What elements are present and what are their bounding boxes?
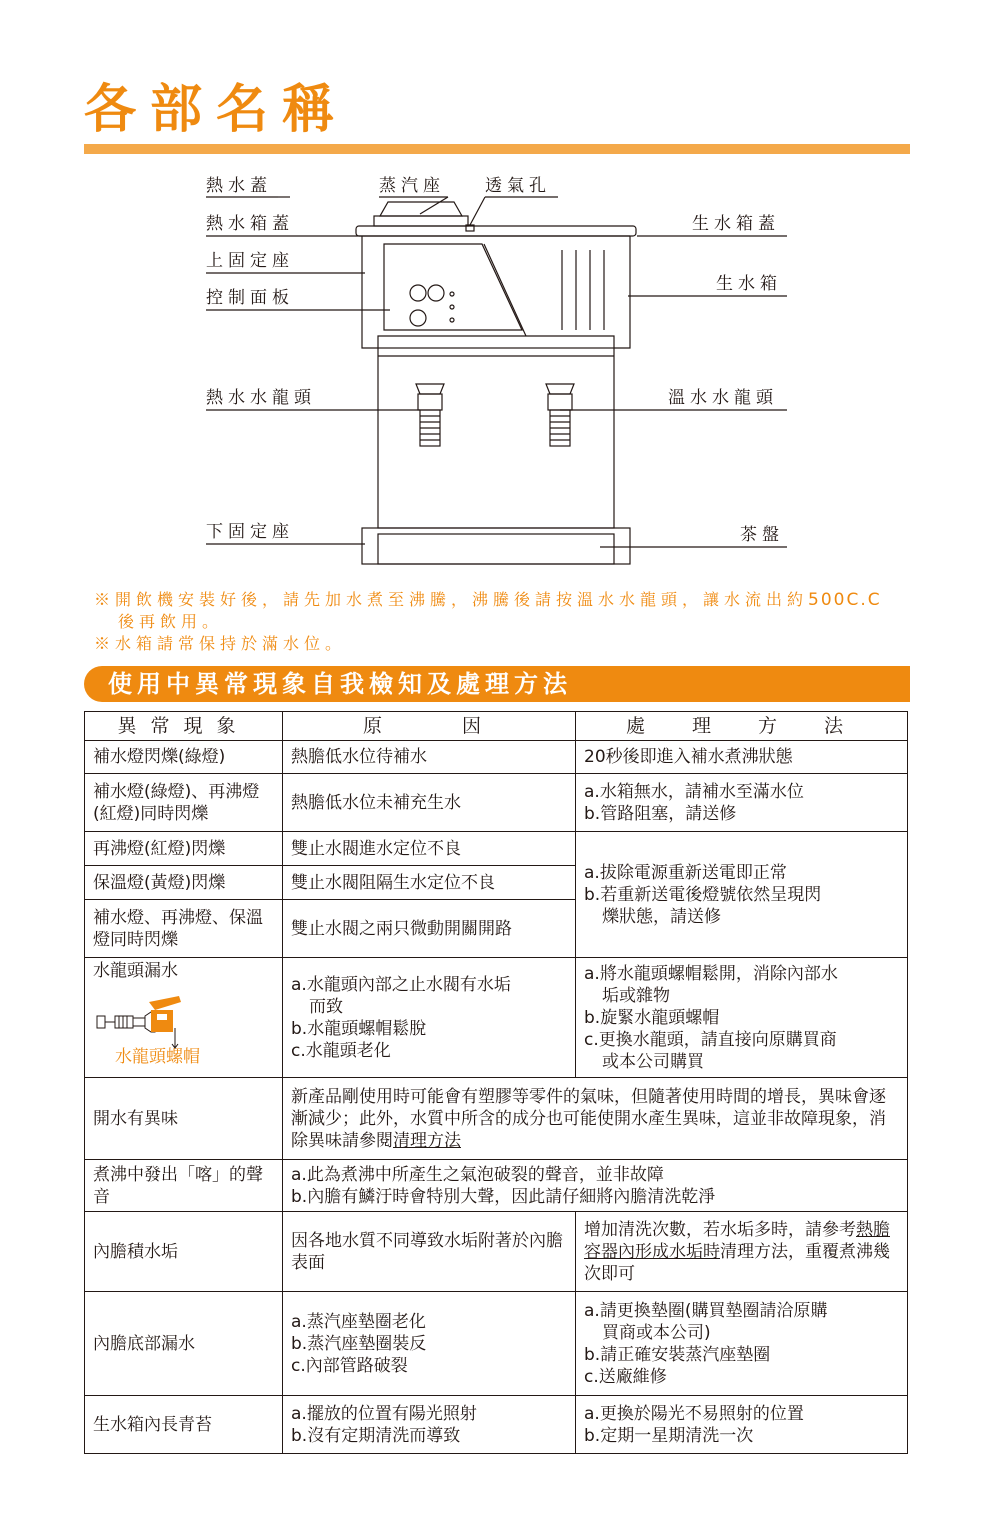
symptom-text: 水龍頭漏水: [93, 961, 178, 981]
header-cause: 原 因: [283, 712, 576, 741]
faucet-nut-label: 水龍頭螺帽: [115, 1047, 200, 1067]
label-vent: 透氣孔: [485, 176, 551, 196]
fix-cell: [576, 1292, 908, 1396]
section-title: 使用中異常現象自我檢知及處理方法: [108, 670, 572, 698]
cause-cell: 雙止水閥進水定位不良: [283, 832, 576, 866]
table-row: [85, 1212, 908, 1292]
symptom-cell: 生水箱內長青苔: [85, 1396, 283, 1454]
note-1-volume: 500C.C: [808, 590, 882, 610]
label-raw-box: 生水箱: [716, 274, 782, 294]
cause-line: a.水龍頭內部之止水閥有水垢: [291, 974, 511, 995]
note-1: [94, 589, 882, 611]
note-1-cont: 後再飲用。: [118, 612, 224, 631]
table-row: [85, 832, 908, 866]
cause-line: b.水龍頭螺帽鬆脫: [291, 1018, 427, 1039]
symptom-cell: 保溫燈(黃燈)閃爍: [85, 866, 283, 900]
fix-line: b.旋緊水龍頭螺帽: [584, 1007, 720, 1028]
cause-line: c.水龍頭老化: [291, 1040, 391, 1061]
label-warm-tap: 溫水水龍頭: [668, 388, 778, 408]
fix-line: a.請更換墊圈(購買墊圈請洽原購: [584, 1300, 828, 1321]
table-row: [85, 741, 908, 774]
page-title: 各部名稱: [84, 80, 349, 140]
cause-cell: 熱膽低水位未補充生水: [283, 774, 576, 832]
troubleshooting-table: [84, 711, 908, 1454]
label-tray: 茶盤: [740, 525, 784, 545]
odor-text: 新產品剛使用時可能會有塑膠等零件的氣味，但隨著使用時間的增長，異味會逐漸減少；此外，水質中所含的成分也可能使開水產生異味，這並非故障現象，消除異味請參閱: [291, 1086, 886, 1151]
fix-cell: [576, 832, 908, 958]
fix-line: 爍狀態，請送修: [602, 906, 721, 927]
cause-line: c.內部管路破裂: [291, 1355, 408, 1376]
header-symptom: 異常現象: [85, 712, 283, 741]
label-lower-seat: 下固定座: [206, 522, 294, 542]
note-1-text: ※開飲機安裝好後，請先加水煮至沸騰，沸騰後請按溫水水龍頭，讓水流出約: [94, 590, 809, 609]
fix-cell: [576, 774, 908, 832]
cause-line: a.擺放的位置有陽光照射: [291, 1403, 477, 1424]
cause-cell: 雙止水閥之兩只微動開關開路: [283, 900, 576, 958]
symptom-cell: 補水燈(綠燈)、再沸燈(紅燈)同時閃爍: [85, 774, 283, 832]
table-row: [85, 958, 908, 1078]
fix-cell: [576, 1212, 908, 1292]
cause-line: 而致: [309, 996, 343, 1017]
note-2: ※水箱請常保持於滿水位。: [94, 634, 347, 653]
cause-line: a.蒸汽座墊圈老化: [291, 1311, 426, 1332]
label-upper-seat: 上固定座: [206, 251, 294, 271]
cause-line: b.蒸汽座墊圈裝反: [291, 1333, 427, 1354]
fix-text: 增加清洗次數，若水垢多時，請參考: [584, 1219, 856, 1240]
cause-line: a.此為煮沸中所產生之氣泡破裂的聲音，並非故障: [291, 1164, 664, 1185]
fix-text: 清理方法，重覆煮沸幾次即可: [584, 1241, 890, 1284]
dispenser-diagram: [0, 0, 993, 600]
fix-cell: 20秒後即進入補水煮沸狀態: [576, 741, 908, 774]
fix-line: 或本公司購買: [602, 1051, 704, 1072]
label-steam-seat: 蒸汽座: [379, 176, 445, 196]
fix-line: 垢或雜物: [602, 985, 670, 1006]
cause-cell: 雙止水閥阻隔生水定位不良: [283, 866, 576, 900]
combined-cell: [283, 1160, 908, 1212]
fix-line: b.請正確安裝蒸汽座墊圈: [584, 1344, 771, 1365]
label-raw-box-cap: 生水箱蓋: [692, 214, 780, 234]
symptom-cell: 內膽底部漏水: [85, 1292, 283, 1396]
header-fix: 處 理 方 法: [576, 712, 908, 741]
symptom-cell: 補水燈、再沸燈、保溫燈同時閃爍: [85, 900, 283, 958]
cleaning-method-link[interactable]: 清理方法: [393, 1130, 461, 1151]
symptom-cell: 煮沸中發出「喀」的聲音: [85, 1160, 283, 1212]
cause-cell: [283, 1292, 576, 1396]
fix-line: b.定期一星期清洗一次: [584, 1425, 754, 1446]
symptom-cell: 補水燈閃爍(綠燈): [85, 741, 283, 774]
fix-line: c.送廠維修: [584, 1366, 667, 1387]
symptom-cell: 內膽積水垢: [85, 1212, 283, 1292]
combined-cell: [283, 1078, 908, 1160]
fix-line: a.將水龍頭螺帽鬆開，消除內部水: [584, 963, 838, 984]
label-hot-cap: 熱水蓋: [206, 176, 272, 196]
label-hot-tap: 熱水水龍頭: [206, 388, 316, 408]
symptom-cell: 再沸燈(紅燈)閃爍: [85, 832, 283, 866]
table-row: [85, 1396, 908, 1454]
table-row: [85, 1160, 908, 1212]
label-control-panel: 控制面板: [206, 288, 294, 308]
symptom-cell: 開水有異味: [85, 1078, 283, 1160]
scale-cleaning-link[interactable]: 熱膽容器內形成水垢時: [584, 1219, 890, 1262]
fix-line: a.更換於陽光不易照射的位置: [584, 1403, 804, 1424]
table-row: [85, 1078, 908, 1160]
cause-cell: [283, 958, 576, 1078]
fix-cell: [576, 1396, 908, 1454]
cause-cell: 熱膽低水位待補水: [283, 741, 576, 774]
faucet-nut-icon: [93, 988, 273, 1052]
cause-line: b.沒有定期清洗而導致: [291, 1425, 461, 1446]
fix-line: a.拔除電源重新送電即正常: [584, 862, 787, 883]
fix-line: 買商或本公司): [602, 1322, 711, 1343]
table-row: [85, 1292, 908, 1396]
cause-line: b.內膽有鱗汙時會特別大聲，因此請仔細將內膽清洗乾淨: [291, 1186, 716, 1207]
fix-cell: [576, 958, 908, 1078]
label-hot-box-cap: 熱水箱蓋: [206, 214, 294, 234]
symptom-cell: [85, 958, 283, 1078]
fix-line: b.管路阻塞，請送修: [584, 803, 737, 824]
table-header-row: [85, 712, 908, 741]
table-row: [85, 774, 908, 832]
fix-line: c.更換水龍頭，請直接向原購買商: [584, 1029, 837, 1050]
cause-cell: [283, 1396, 576, 1454]
cause-cell: 因各地水質不同導致水垢附著於內膽表面: [283, 1212, 576, 1292]
fix-line: a.水箱無水，請補水至滿水位: [584, 781, 804, 802]
fix-line: b.若重新送電後燈號依然呈現閃: [584, 884, 822, 905]
